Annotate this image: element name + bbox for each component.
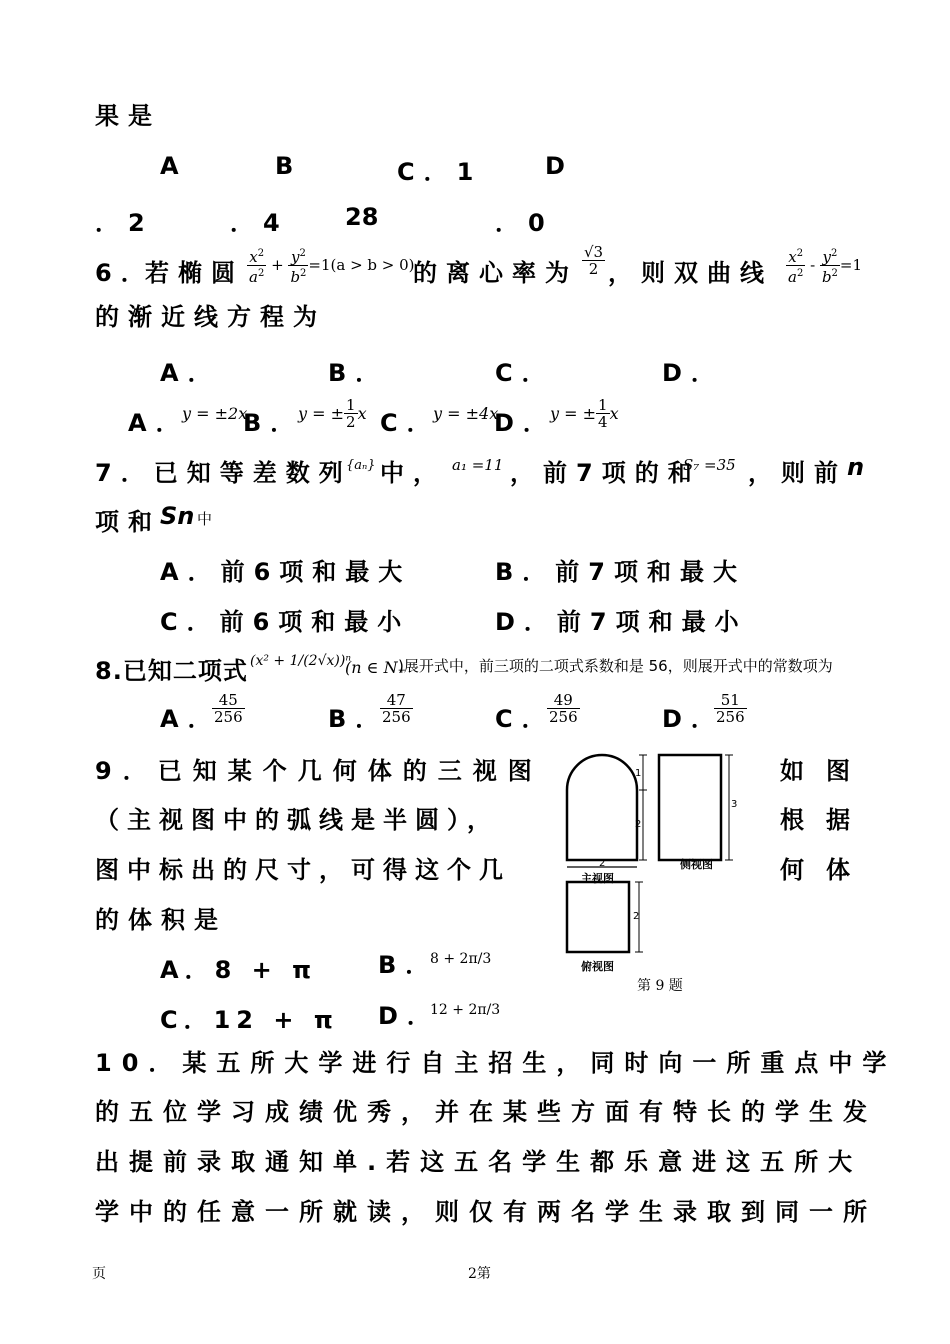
q9-option-d-label: D．: [378, 1002, 440, 1030]
q5-value-c: 28: [345, 203, 379, 231]
q8-stem-b: )展开式中，前三项的二项式系数和是 56，则展开式中的常数项为: [398, 657, 833, 675]
q9-line4: 的体积是: [95, 906, 227, 934]
q6-answer-d-den: 4: [598, 413, 608, 431]
q6-label-d: D．: [662, 359, 724, 387]
q7-line2-b: 中: [197, 510, 213, 528]
q7-stem-d: ，则前: [748, 459, 847, 487]
q7-stem-b: 中，: [380, 459, 446, 487]
q8-num-d: 51: [714, 692, 747, 709]
side-view-label: 侧视图: [680, 858, 713, 871]
q8-condition: (n ∈ N₊: [345, 658, 407, 677]
top-view-shape: [567, 882, 629, 952]
three-view-figure: [555, 745, 770, 975]
q7-option-b: B．前7项和最大: [495, 558, 746, 586]
q9-option-d: 12 + 2π/3: [430, 1002, 501, 1018]
q6-stem-d: 的渐近线方程为: [95, 303, 326, 331]
q5-option-a: A: [160, 152, 188, 180]
q9-option-b-label: B．: [378, 951, 439, 979]
q6-answer-d: [550, 397, 619, 430]
front-width-label: 2: [599, 858, 606, 869]
q7-n: n: [847, 453, 874, 481]
q8-label-a: A．: [160, 705, 221, 733]
front-dim-2: 2: [635, 819, 642, 830]
q8-answer-d: [714, 692, 747, 725]
q8-answer-b: [380, 692, 413, 725]
q6-ellipse-formula: $\frac{x^2}{a^2}$ + $\frac{y^2}{b^2}$ =1(a > b > 0): [249, 248, 415, 286]
q9-line1: 9．已知某个几何体的三视图: [95, 757, 543, 785]
q6-answer-b: [298, 397, 367, 430]
q6-stem-c: ，则双曲线: [608, 259, 773, 287]
q7-option-c: C．前6项和最小: [160, 608, 411, 636]
q7-stem-c: ，前7项的和: [510, 459, 701, 487]
q6-ecc-den: 2: [588, 260, 599, 278]
text-line-guoshi: 果是: [95, 102, 161, 130]
q10-line1: 10．某五所大学进行自主招生，同时向一所重点中学: [95, 1049, 897, 1077]
q5-option-d: D: [545, 152, 574, 180]
q8-den-d: 256: [716, 708, 745, 726]
q6-eccentricity: [582, 244, 605, 277]
q6-hyperbola-eq: =1: [839, 256, 863, 274]
footer-page-number: 2第: [468, 1266, 491, 1282]
q6-number: 6．: [95, 259, 154, 287]
q7-option-a: A．前6项和最大: [160, 558, 412, 586]
q6-answer-b-x: x: [357, 404, 367, 423]
q6-answer-d-num: 1: [598, 396, 608, 414]
q8-binomial: (x² + 1/(2√x))ⁿ: [250, 653, 352, 669]
q8-num-a: 45: [212, 692, 245, 709]
q6-answer-label-a: A．: [128, 409, 189, 437]
q6-label-b: B．: [328, 359, 389, 387]
q6-stem-b: 的离心率为: [413, 259, 578, 287]
q9-line2-right: 根据: [780, 806, 872, 834]
q6-answer-c: y = ±4x: [433, 404, 499, 423]
q8-answer-c: [547, 692, 580, 725]
q5-option-b: B: [275, 152, 303, 180]
q8-num-b: 47: [380, 692, 413, 709]
q5-value-d: ．0: [495, 209, 554, 237]
q6-label-a: A．: [160, 359, 221, 387]
q8-den-b: 256: [382, 708, 411, 726]
q6-hyperbola-formula: $\frac{x^2}{a^2}$ - $\frac{y^2}{b^2}$ =1: [788, 248, 863, 286]
q7-line2-a: 项和: [95, 508, 161, 536]
q9-line2: （主视图中的弧线是半圆），: [95, 806, 499, 834]
q5-value-b: ．4: [230, 209, 289, 237]
q6-answer-b-num: 1: [346, 396, 356, 414]
q7-stem-a: 7．已知等差数列: [95, 459, 352, 487]
q6-answer-label-c: C．: [380, 409, 440, 437]
q10-line2: 的五位学习成绩优秀，并在某些方面有特长的学生发: [95, 1098, 877, 1126]
q6-answer-label-b: B．: [243, 409, 304, 437]
q5-value-a: ．2: [95, 209, 154, 237]
q9-option-c: C．12 + π: [160, 1006, 339, 1034]
q8-label-d: D．: [662, 705, 724, 733]
q7-s7: S₇ =35: [683, 456, 736, 474]
q8-den-c: 256: [549, 708, 578, 726]
q9-option-a: A．8 + π: [160, 956, 318, 984]
top-dim-2: 2: [633, 911, 640, 922]
q8-label-b: B．: [328, 705, 389, 733]
q9-line3: 图中标出的尺寸，可得这个几: [95, 856, 511, 884]
top-view-label: 俯视图: [581, 960, 614, 973]
q9-line3-right: 何体: [780, 856, 872, 884]
q7-seq: {aₙ}: [346, 458, 376, 473]
q6-answer-d-x: x: [609, 404, 619, 423]
q8-den-a: 256: [214, 708, 243, 726]
side-dim-3: 3: [731, 799, 738, 810]
front-dim-1: 1: [635, 768, 642, 779]
q8-answer-a: [212, 692, 245, 725]
q10-line4: 学中的任意一所就读，则仅有两名学生录取到同一所: [95, 1198, 877, 1226]
q9-line1-right: 如图: [780, 757, 872, 785]
q7-option-d: D．前7项和最小: [495, 608, 748, 636]
q10-line3: 出提前录取通知单.若这五名学生都乐意进这五所大: [95, 1148, 863, 1176]
q6-ecc-num: √3: [584, 243, 604, 261]
front-view-label: 主视图: [581, 872, 614, 885]
q6-answer-b-prefix: y = ±: [298, 404, 345, 423]
q6-answer-a: y = ±2x: [182, 404, 248, 423]
front-view-shape: [567, 755, 637, 860]
q8-label-c: C．: [495, 705, 555, 733]
figure-caption: 第 9 题: [637, 978, 683, 994]
q6-answer-b-den: 2: [346, 413, 356, 431]
q9-option-b: 8 + 2π/3: [430, 951, 492, 967]
q6-answer-label-d: D．: [494, 409, 556, 437]
q7-line2-s: Sn: [160, 502, 195, 530]
q6-stem-a: 若椭圆: [145, 259, 244, 287]
q7-a1: a₁ =11: [452, 456, 504, 474]
footer-left: 页: [92, 1266, 106, 1282]
q6-ellipse-eq: =1(a > b > 0): [308, 256, 415, 274]
side-view-shape: [659, 755, 721, 860]
q8-num-c: 49: [547, 692, 580, 709]
q6-answer-d-prefix: y = ±: [550, 404, 597, 423]
q5-option-c: C．1: [397, 158, 483, 186]
q6-label-c: C．: [495, 359, 555, 387]
q8-stem-a: 8.已知二项式: [95, 657, 248, 685]
